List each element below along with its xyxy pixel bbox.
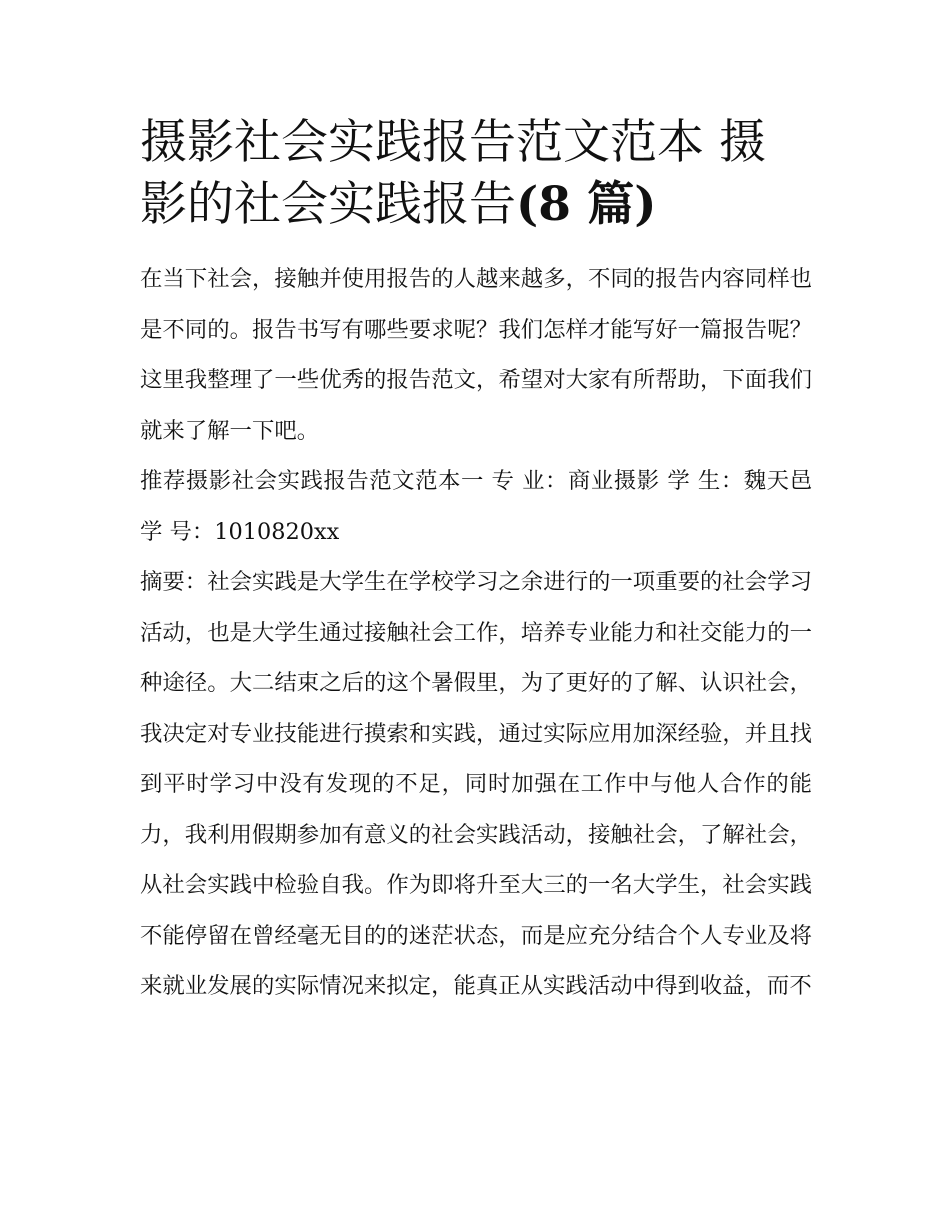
title-count: (8 篇) — [516, 177, 657, 232]
document-title — [140, 112, 812, 236]
document-body — [140, 112, 812, 1012]
intro-paragraph: 在当下社会，接触并使用报告的人越来越多，不同的报告内容同样也是不同的。报告书写有哪些要求呢？我们怎样才能写好一篇报告呢？这里我整理了一些优秀的报告范文，希望对大家有所帮助，下面我们就来了解一下吧。 — [140, 266, 812, 444]
title-text: 摄影社会实践报告范文范本 摄影的社会实践报告 — [140, 115, 766, 232]
abstract-paragraph: 摘要：社会实践是大学生在学校学习之余进行的一项重要的社会学习活动，也是大学生通过接触社会工作，培养专业能力和社交能力的一种途径。大二结束之后的这个暑假里，为了更好的了解、认识社会，我决定对专业技能进行摸索和实践，通过实际应用加深经验，并且找到平时学习中没有发现的不足，同时加强在工作中与他人合作的能力，我利用假期参加有意义的社会实践活动，接触社会，了解社会，从社会实践中检验自我。作为即将升至大三的一名大学生，社会实践不能停留在曾经毫无目的的迷茫状态，而是应充分结合个人专业及将来就业发展的实际情况来拟定，能真正从实践活动中得到收益，而不 — [140, 569, 812, 999]
student-info-paragraph: 推荐摄影社会实践报告范文范本一 专 业：商业摄影 学 生：魏天邑 学 号：1010820xx — [140, 468, 812, 545]
